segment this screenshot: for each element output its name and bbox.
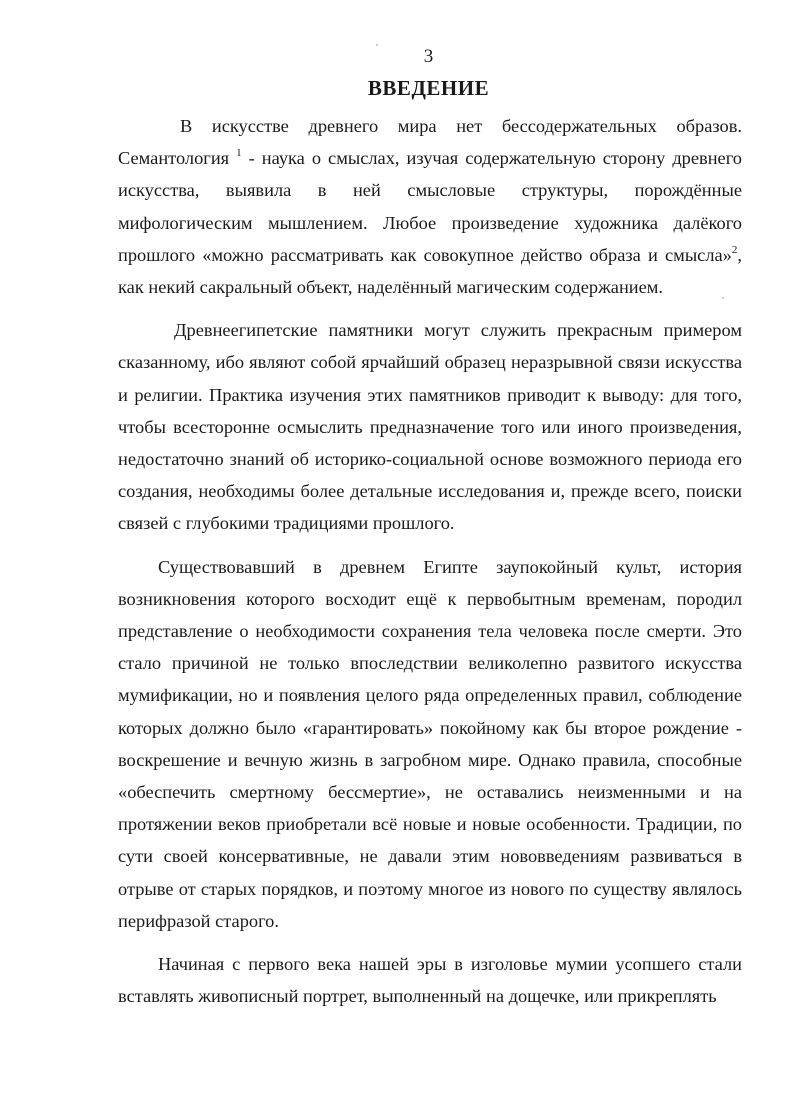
footnote-ref-2: 2 bbox=[731, 243, 738, 256]
section-heading: ВВЕДЕНИЕ bbox=[367, 76, 490, 100]
paragraph-1 bbox=[118, 110, 742, 303]
paragraph-1-text-c: , как некий сакральный объект, наделённый магическим содержанием. bbox=[118, 244, 742, 298]
body-text bbox=[118, 110, 742, 1023]
paragraph-1-text-a: В искусстве древнего мира нет бессодержательных образов. Семантология bbox=[118, 116, 742, 169]
scan-speck bbox=[722, 297, 724, 299]
paragraph-1-text-b: - наука о смыслах, изучая содержательную сторону древнего искусства, выявила в ней смысловые структуры, порождённые мифологическим мышлением. Любое произведение художника далёкого прошлого «можно рассматривать как совокупное действо образа и смысла» bbox=[118, 148, 742, 265]
scan-speck bbox=[376, 44, 378, 46]
paragraph-4: Начиная с первого века нашей эры в изголовье мумии усопшего стали вставлять живописный портрет, выполненный на дощечке, или прикреплять bbox=[118, 954, 742, 1007]
page-number: 3 bbox=[423, 46, 434, 67]
footnote-ref-1: 1 bbox=[236, 147, 242, 160]
paragraph-2: Древнеегипетские памятники могут служить прекрасным примером сказанному, ибо являют собой ярчайший образец неразрывной связи искусства и религии. Практика изучения этих памятников приводит к выводу: для того, чтобы всесторонне осмыслить предназначение того или иного произведения, недостаточно знаний об историко-социальной основе возможного периода его создания, необходимы более детальные исследования и, прежде всего, поиски связей с глубокими традициями прошлого. bbox=[118, 320, 742, 534]
paragraph-3: Существовавший в древнем Египте заупокойный культ, история возникновения которого восходит ещё к первобытным временам, породил представление о необходимости сохранения тела человека после смерти. Это стало причиной не только впоследствии великолепно развитого искусства мумификации, но и появления целого ряда определенных правил, соблюдение которых должно было «гарантировать» покойному как бы второе рождение - воскрешение и вечную жизнь в загробном мире. Однако правила, способные «обеспечить смертному бессмертие», не оставались неизменными и на протяжении веков приобретали всё новые и новые особенности. Традиции, по сути своей консервативные, не давали этим нововведениям развиваться в отрыве от старых порядков, и поэтому многое из нового по существу являлось перифразой старого. bbox=[118, 556, 742, 931]
